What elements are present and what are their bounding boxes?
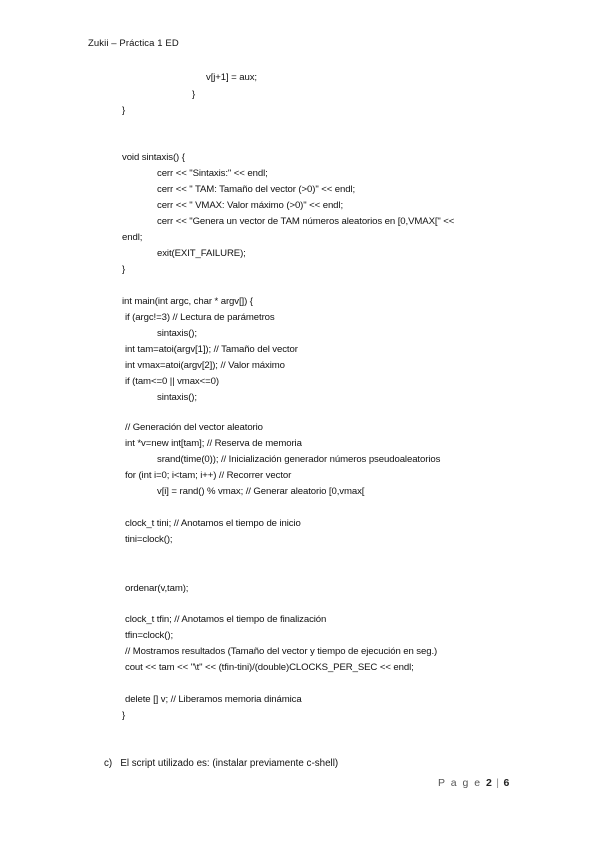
section-text: El script utilizado es: (instalar previamente c-shell) <box>120 758 339 769</box>
code-line: exit(EXIT_FAILURE); <box>157 248 246 259</box>
code-line: cerr << " VMAX: Valor máximo (>0)" << endl; <box>157 200 344 211</box>
code-line: clock_t tini; // Anotamos el tiempo de inicio <box>125 518 301 529</box>
code-line: ordenar(v,tam); <box>125 583 189 594</box>
page-number: 2 <box>486 777 492 789</box>
section-c <box>104 758 338 769</box>
code-line: cerr << " TAM: Tamaño del vector (>0)" << endl; <box>157 184 356 195</box>
code-line: } <box>122 264 126 275</box>
code-line: cerr << "Genera un vector de TAM números aleatorios en [0,VMAX[" << <box>157 216 455 227</box>
page-footer <box>438 777 509 789</box>
code-line: tini=clock(); <box>125 534 173 545</box>
code-line: } <box>122 105 126 116</box>
footer-separator: | <box>496 777 500 789</box>
code-line: clock_t tfin; // Anotamos el tiempo de finalización <box>125 614 327 625</box>
code-line: for (int i=0; i<tam; i++) // Recorrer vector <box>125 470 292 481</box>
code-line: if (tam<=0 || vmax<=0) <box>125 376 219 387</box>
code-line: // Mostramos resultados (Tamaño del vector y tiempo de ejecución en seg.) <box>125 646 438 657</box>
code-line: srand(time(0)); // Inicialización generador números pseudoaleatorios <box>157 454 441 465</box>
code-line: v[i] = rand() % vmax; // Generar aleatorio [0,vmax[ <box>157 486 365 497</box>
code-line: sintaxis(); <box>157 392 197 403</box>
code-line: cout << tam << "\t" << (tfin-tini)/(double)CLOCKS_PER_SEC << endl; <box>125 662 414 673</box>
code-line: int vmax=atoi(argv[2]); // Valor máximo <box>125 360 285 371</box>
code-line: // Generación del vector aleatorio <box>125 422 263 433</box>
code-line: tfin=clock(); <box>125 630 174 641</box>
page-total: 6 <box>503 777 510 789</box>
code-line: void sintaxis() { <box>122 152 185 163</box>
code-line: delete [] v; // Liberamos memoria dinámica <box>125 694 302 705</box>
code-line: } <box>122 710 126 721</box>
code-line: int tam=atoi(argv[1]); // Tamaño del vector <box>125 344 298 355</box>
code-line: sintaxis(); <box>157 328 197 339</box>
code-line: int main(int argc, char * argv[]) { <box>122 296 253 307</box>
section-marker: c) <box>104 758 113 769</box>
code-line: } <box>192 89 196 100</box>
code-line: v[j+1] = aux; <box>206 72 257 83</box>
code-line: cerr << "Sintaxis:" << endl; <box>157 168 268 179</box>
code-line: if (argc!=3) // Lectura de parámetros <box>125 312 275 323</box>
footer-label: P a g e <box>438 777 482 789</box>
code-line: int *v=new int[tam]; // Reserva de memoria <box>125 438 302 449</box>
code-line: endl; <box>122 232 143 243</box>
page-header: Zukii – Práctica 1 ED <box>88 38 179 49</box>
